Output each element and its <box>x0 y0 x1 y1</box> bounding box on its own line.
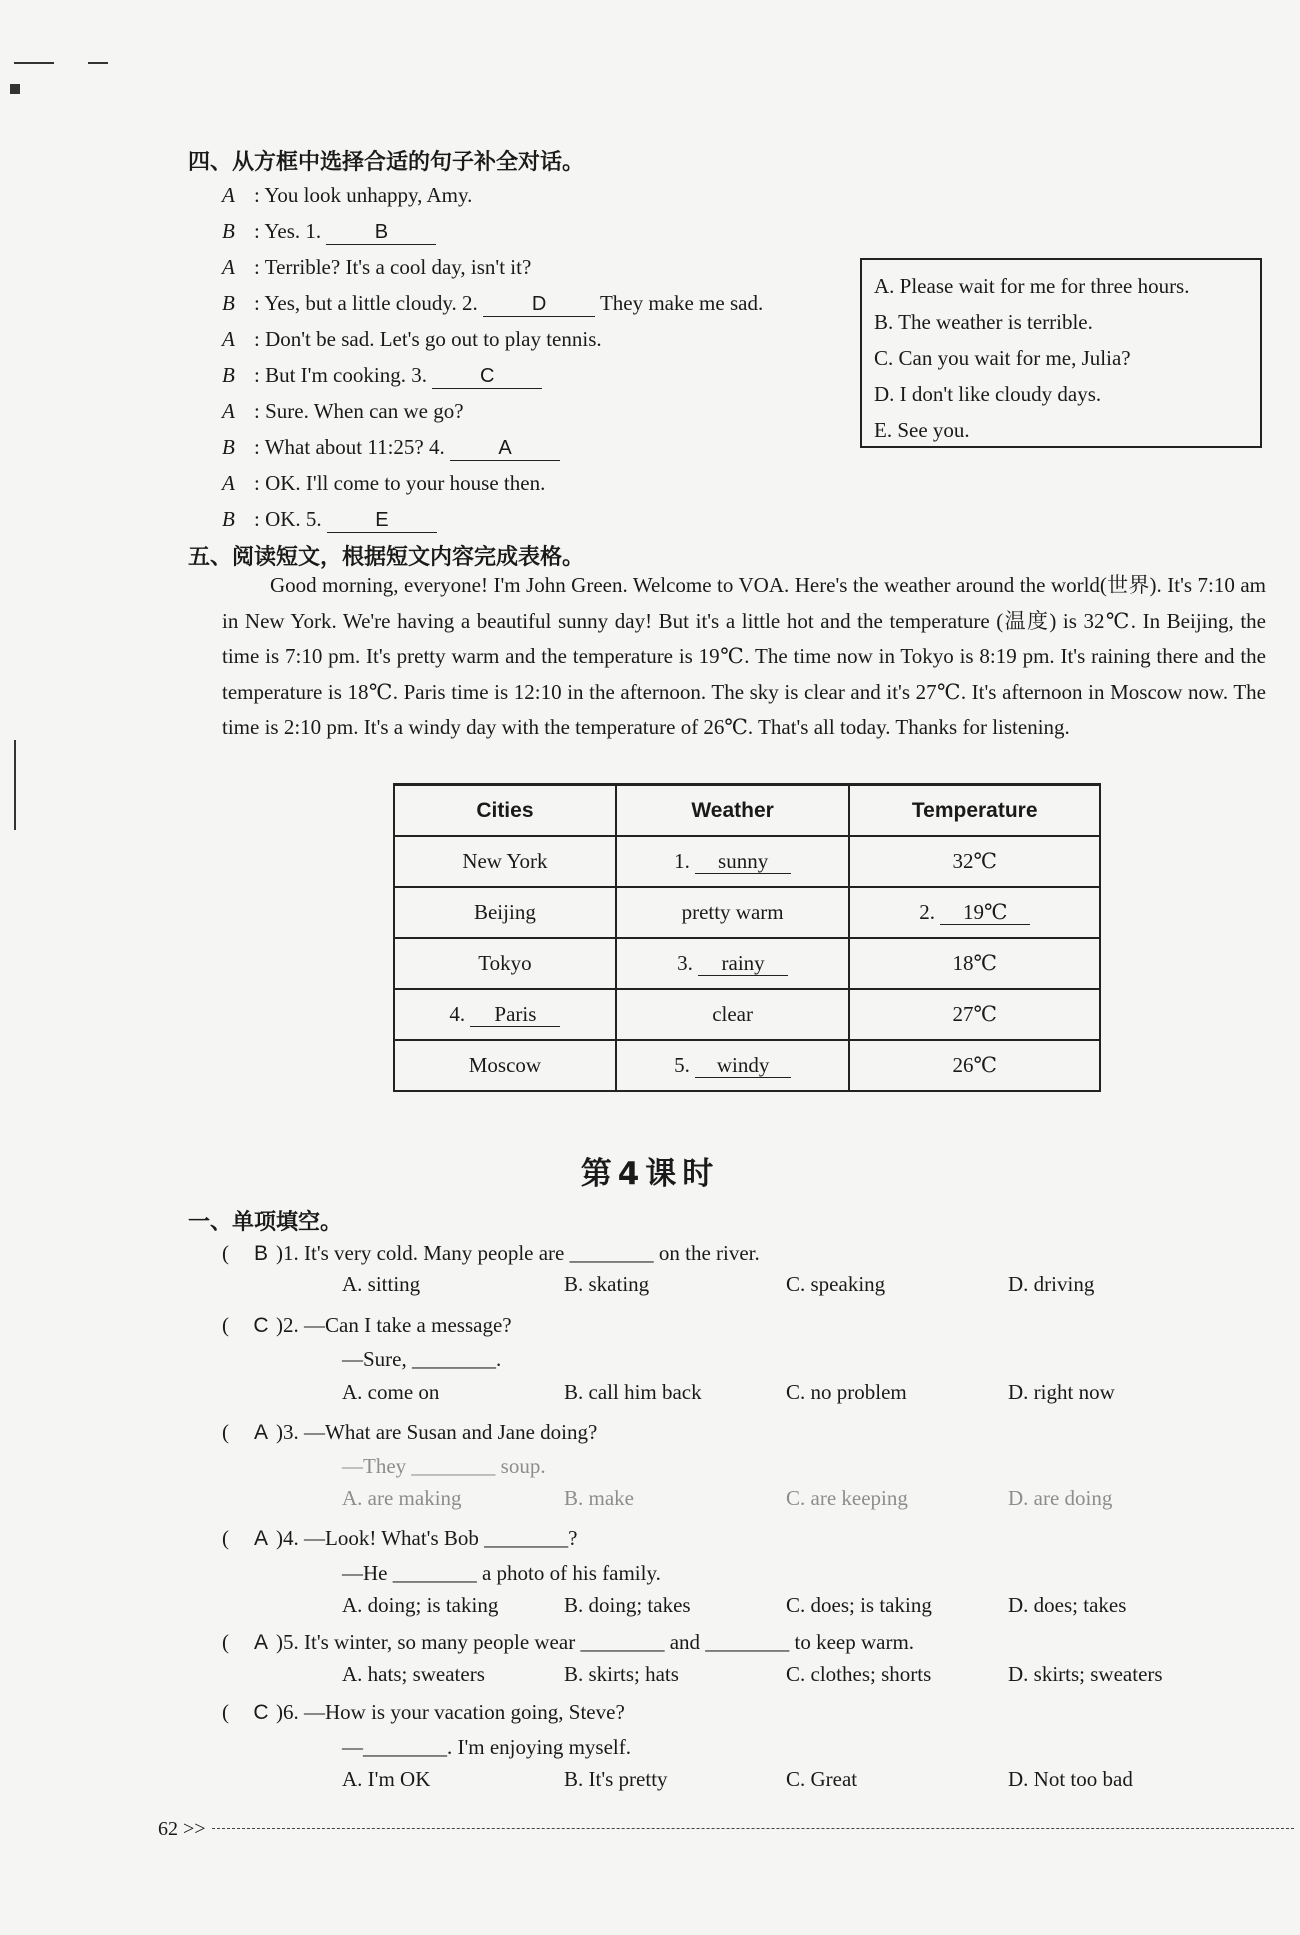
option-b: B. The weather is terrible. <box>874 310 1093 334</box>
option-d: D. right now <box>1008 1380 1115 1404</box>
table-row <box>394 887 1100 938</box>
question-answer[interactable]: A <box>253 1421 268 1444</box>
city-cell: New York <box>394 836 616 887</box>
options-box <box>860 258 1262 448</box>
option-a: A. doing; is taking <box>342 1593 499 1617</box>
option-d: D. does; takes <box>1008 1593 1127 1617</box>
page-number: 62 >> <box>158 1818 206 1840</box>
option-c: C. are keeping <box>786 1486 908 1510</box>
option-b: B. call him back <box>564 1380 702 1404</box>
option-c: C. does; is taking <box>786 1593 932 1617</box>
table-row <box>394 989 1100 1040</box>
city-cell: 4. Paris <box>394 989 616 1040</box>
answer-blank-4[interactable]: A <box>450 436 560 461</box>
city-cell: Moscow <box>394 1040 616 1091</box>
answer-blank-5[interactable]: E <box>327 508 437 533</box>
question-5: ( A )5. It's winter, so many people wear ________ and ________ to keep warm. <box>222 1627 914 1658</box>
city-cell: Beijing <box>394 887 616 938</box>
weather-cell: 3. rainy <box>616 938 850 989</box>
question-answer[interactable]: C <box>253 1701 269 1724</box>
dialogue-line-4: B : Yes, but a little cloudy. 2. D They make me sad. <box>222 291 764 315</box>
scan-mark <box>14 740 16 830</box>
temp-cell: 18℃ <box>849 938 1100 989</box>
dialogue-line-9: A : OK. I'll come to your house then. <box>222 471 546 495</box>
answer-blank-table-3[interactable]: rainy <box>698 951 788 976</box>
option-d: D. driving <box>1008 1272 1095 1296</box>
question-3: ( A )3. —What are Susan and Jane doing? <box>222 1417 597 1448</box>
weather-cell: clear <box>616 989 850 1040</box>
weather-table <box>393 783 1101 1092</box>
dialogue-line-10: B : OK. 5. E <box>222 504 437 534</box>
temp-cell: 2. 19℃ <box>849 887 1100 938</box>
option-c: C. Great <box>786 1767 858 1791</box>
answer-blank-table-1[interactable]: sunny <box>695 849 791 874</box>
lesson-title: 第4课时 <box>580 1156 720 1192</box>
option-d: D. are doing <box>1008 1486 1113 1510</box>
option-c: C. clothes; shorts <box>786 1662 932 1686</box>
answer-blank-1[interactable]: B <box>326 220 436 245</box>
option-c: C. speaking <box>786 1272 886 1296</box>
dialogue-line-5: A : Don't be sad. Let's go out to play tennis. <box>222 327 602 351</box>
answer-blank-table-5[interactable]: windy <box>695 1053 791 1078</box>
option-d: D. I don't like cloudy days. <box>874 382 1102 406</box>
question-1: ( B )1. It's very cold. Many people are ________ on the river. <box>222 1238 760 1269</box>
header-temperature: Temperature <box>849 785 1100 837</box>
question-2-line-2: —Sure, ________. <box>342 1347 502 1371</box>
question-answer[interactable]: C <box>253 1314 269 1337</box>
scan-mark <box>10 84 20 94</box>
section1-heading: 一、单项填空。 <box>188 1210 343 1235</box>
answer-blank-table-2[interactable]: 19℃ <box>940 900 1030 925</box>
option-c: C. no problem <box>786 1380 907 1404</box>
option-b: B. skating <box>564 1272 650 1296</box>
header-cities: Cities <box>394 785 616 837</box>
city-cell: Tokyo <box>394 938 616 989</box>
table-header-row <box>394 785 1100 837</box>
option-a: A. hats; sweaters <box>342 1662 485 1686</box>
option-a: A. I'm OK <box>342 1767 431 1791</box>
option-a: A. Please wait for me for three hours. <box>874 274 1190 298</box>
section5-heading: 五、阅读短文，根据短文内容完成表格。 <box>188 545 585 570</box>
option-c: C. Can you wait for me, Julia? <box>874 346 1131 370</box>
reading-passage: Good morning, everyone! I'm John Green. Welcome to VOA. Here's the weather around the world(世界). It's 7:10 am in New York. We're having a beautiful sunny day! But it's a little hot and the temperature (温度) is 32℃. In Beijing, the time is 7:10 pm. It's pretty warm and the temperature is 19℃. The time now in Tokyo is 8:19 pm. It's raining there and the temperature is 18℃. Paris time is 12:10 in the afternoon. The sky is clear and it's 27℃. It's afternoon in Moscow now. The time is 2:10 pm. It's a windy day with the temperature of 26℃. That's all today. Thanks for listening. <box>222 573 1266 739</box>
question-answer[interactable]: A <box>253 1527 268 1550</box>
dialogue-line-6: B : But I'm cooking. 3. C <box>222 360 542 390</box>
table-row <box>394 836 1100 887</box>
question-4: ( A )4. —Look! What's Bob ________? <box>222 1523 577 1554</box>
header-weather: Weather <box>616 785 850 837</box>
option-b: B. It's pretty <box>564 1767 668 1791</box>
option-b: B. skirts; hats <box>564 1662 679 1686</box>
dialogue-line-3: A : Terrible? It's a cool day, isn't it? <box>222 255 532 279</box>
temp-cell: 26℃ <box>849 1040 1100 1091</box>
question-3-line-2: —They ________ soup. <box>342 1454 546 1478</box>
answer-blank-2[interactable]: D <box>483 292 595 317</box>
option-a: A. sitting <box>342 1272 421 1296</box>
option-a: A. are making <box>342 1486 462 1510</box>
temp-cell: 27℃ <box>849 989 1100 1040</box>
option-a: A. come on <box>342 1380 440 1404</box>
dialogue-line-2: B : Yes. 1. B <box>222 216 436 246</box>
footer-rule <box>212 1828 1294 1829</box>
option-d: D. skirts; sweaters <box>1008 1662 1163 1686</box>
weather-cell: 1. sunny <box>616 836 850 887</box>
option-b: B. make <box>564 1486 634 1510</box>
question-answer[interactable]: B <box>253 1242 268 1265</box>
scan-mark <box>88 62 108 64</box>
weather-cell: 5. windy <box>616 1040 850 1091</box>
table-row <box>394 938 1100 989</box>
question-6: ( C )6. —How is your vacation going, Steve? <box>222 1697 625 1728</box>
weather-cell: pretty warm <box>616 887 850 938</box>
question-6-line-2: —________. I'm enjoying myself. <box>342 1735 632 1759</box>
question-2: ( C )2. —Can I take a message? <box>222 1310 512 1341</box>
question-4-line-2: —He ________ a photo of his family. <box>342 1561 661 1585</box>
question-answer[interactable]: A <box>253 1631 268 1654</box>
answer-blank-3[interactable]: C <box>432 364 542 389</box>
scan-mark <box>14 62 54 64</box>
option-b: B. doing; takes <box>564 1593 691 1617</box>
dialogue-line-1: A : You look unhappy, Amy. <box>222 183 473 207</box>
option-d: D. Not too bad <box>1008 1767 1133 1791</box>
table-row <box>394 1040 1100 1091</box>
dialogue-line-8: B : What about 11:25? 4. A <box>222 432 560 462</box>
dialogue-line-7: A : Sure. When can we go? <box>222 399 464 423</box>
answer-blank-table-4[interactable]: Paris <box>470 1002 560 1027</box>
section4-heading: 四、从方框中选择合适的句子补全对话。 <box>188 150 585 175</box>
option-e: E. See you. <box>874 418 970 442</box>
temp-cell: 32℃ <box>849 836 1100 887</box>
